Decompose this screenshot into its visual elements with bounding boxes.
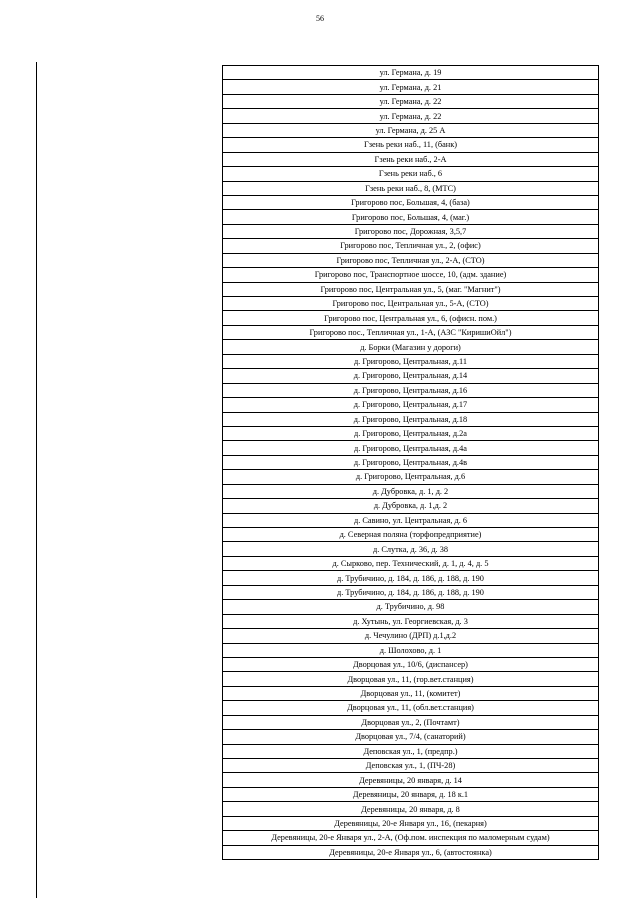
table-row (223, 181, 599, 195)
table-row (223, 354, 599, 368)
table-row (223, 311, 599, 325)
table-row (223, 455, 599, 469)
table-row (223, 94, 599, 108)
table-row (223, 499, 599, 513)
address-cell: Гзень реки наб., 8, (МТС) (223, 181, 599, 195)
table-row (223, 701, 599, 715)
table-row (223, 210, 599, 224)
table-row (223, 268, 599, 282)
address-cell: д. Григорово, Центральная, д.4а (223, 441, 599, 455)
address-cell: д. Трубичино, д. 98 (223, 600, 599, 614)
address-cell: д. Григорово, Центральная, д.6 (223, 470, 599, 484)
address-cell: ул. Германа, д. 21 (223, 80, 599, 94)
table-row (223, 657, 599, 671)
address-cell: Дворцовая ул., 10/6, (диспансер) (223, 657, 599, 671)
address-cell: Григорово пос, Дорожная, 3,5,7 (223, 224, 599, 238)
table-row (223, 412, 599, 426)
address-cell: Деревяницы, 20 января, д. 14 (223, 773, 599, 787)
table-row (223, 195, 599, 209)
address-cell: ул. Германа, д. 22 (223, 94, 599, 108)
table-row (223, 730, 599, 744)
table-row (223, 369, 599, 383)
address-cell: Деревяницы, 20-е Января ул., 16, (пекарня) (223, 816, 599, 830)
address-cell: Гзень реки наб., 2-А (223, 152, 599, 166)
table-row (223, 672, 599, 686)
table-row (223, 629, 599, 643)
address-cell: Деревяницы, 20-е Января ул., 2-А, (Оф.пом. инспекция по маломерным судам) (223, 831, 599, 845)
table-row (223, 152, 599, 166)
table-row (223, 282, 599, 296)
address-cell: д. Сырково, пер. Технический, д. 1, д. 4, д. 5 (223, 556, 599, 570)
table-row (223, 513, 599, 527)
address-cell: д. Борки (Магазин у дороги) (223, 340, 599, 354)
table-row (223, 556, 599, 570)
table-row (223, 470, 599, 484)
address-table (222, 65, 599, 860)
table-row (223, 773, 599, 787)
table-row (223, 614, 599, 628)
address-cell: Григорово пос, Центральная ул., 6, (офисн. пом.) (223, 311, 599, 325)
address-cell: д. Чечулино (ДРП) д.1,д.2 (223, 629, 599, 643)
address-cell: д. Слутка, д. 36, д. 38 (223, 542, 599, 556)
table-row (223, 585, 599, 599)
table-row (223, 542, 599, 556)
address-cell: Григорово пос, Тепличная ул., 2, (офис) (223, 239, 599, 253)
address-cell: Дворцовая ул., 7/4, (санаторий) (223, 730, 599, 744)
address-cell: ул. Германа, д. 19 (223, 66, 599, 80)
address-cell: д. Григорово, Центральная, д.2а (223, 426, 599, 440)
address-cell: Григорово пос, Транспортное шоссе, 10, (адм. здание) (223, 268, 599, 282)
table-row (223, 759, 599, 773)
margin-rule (36, 62, 37, 898)
address-cell: Григорово пос., Тепличная ул., 1-А, (АЗС "КиришиОйл") (223, 325, 599, 339)
table-row (223, 383, 599, 397)
address-cell: ул. Германа, д. 25 А (223, 123, 599, 137)
table-row (223, 600, 599, 614)
address-cell: ул. Германа, д. 22 (223, 109, 599, 123)
table-row (223, 831, 599, 845)
address-cell: д. Григорово, Центральная, д.16 (223, 383, 599, 397)
address-cell: Григорово пос, Центральная ул., 5, (маг. "Магнит") (223, 282, 599, 296)
table-row (223, 224, 599, 238)
table-row (223, 340, 599, 354)
table-row (223, 426, 599, 440)
address-cell: д. Северная поляна (торфопредприятие) (223, 528, 599, 542)
address-cell: д. Савино, ул. Центральная, д. 6 (223, 513, 599, 527)
table-row (223, 297, 599, 311)
address-cell: д. Григорово, Центральная, д.17 (223, 398, 599, 412)
address-cell: Гзень реки наб., 11, (банк) (223, 138, 599, 152)
table-row (223, 441, 599, 455)
address-cell: д. Трубичино, д. 184, д. 186, д. 188, д. 190 (223, 585, 599, 599)
address-cell: Деповская ул., 1, (ПЧ-28) (223, 759, 599, 773)
table-row (223, 253, 599, 267)
address-cell: д. Хутынь, ул. Георгиевская, д. 3 (223, 614, 599, 628)
table-row (223, 66, 599, 80)
table-row (223, 528, 599, 542)
table-row (223, 802, 599, 816)
table-row (223, 484, 599, 498)
address-cell: д. Григорово, Центральная, д.14 (223, 369, 599, 383)
table-row (223, 643, 599, 657)
address-cell: Деревяницы, 20 января, д. 18 к.1 (223, 787, 599, 801)
address-cell: д. Трубичино, д. 184, д. 186, д. 188, д. 190 (223, 571, 599, 585)
address-table-body (223, 66, 599, 860)
address-cell: Григорово пос, Большая, 4, (база) (223, 195, 599, 209)
table-row (223, 109, 599, 123)
table-row (223, 167, 599, 181)
table-row (223, 744, 599, 758)
address-cell: Дворцовая ул., 11, (комитет) (223, 686, 599, 700)
address-cell: Григорово пос, Тепличная ул., 2-А, (СТО) (223, 253, 599, 267)
table-row (223, 325, 599, 339)
address-cell: д. Дубровка, д. 1,д. 2 (223, 499, 599, 513)
table-row (223, 845, 599, 859)
address-cell: Дворцовая ул., 11, (гор.вет.станция) (223, 672, 599, 686)
table-row (223, 571, 599, 585)
address-cell: д. Дубровка, д. 1, д. 2 (223, 484, 599, 498)
address-cell: д. Григорово, Центральная, д.18 (223, 412, 599, 426)
table-row (223, 715, 599, 729)
address-cell: Дворцовая ул., 2, (Почтамт) (223, 715, 599, 729)
address-cell: Дворцовая ул., 11, (обл.вет.станция) (223, 701, 599, 715)
address-cell: Гзень реки наб., 6 (223, 167, 599, 181)
address-cell: Григорово пос, Центральная ул., 5-А, (СТО) (223, 297, 599, 311)
address-cell: Деповская ул., 1, (предпр.) (223, 744, 599, 758)
address-cell: Григорово пос, Большая, 4, (маг.) (223, 210, 599, 224)
table-row (223, 686, 599, 700)
address-cell: д. Григорово, Центральная, д.11 (223, 354, 599, 368)
address-cell: Деревяницы, 20-е Января ул., 6, (автостоянка) (223, 845, 599, 859)
table-row (223, 239, 599, 253)
table-row (223, 398, 599, 412)
address-cell: д. Шолохово, д. 1 (223, 643, 599, 657)
page-number: 56 (316, 14, 324, 23)
table-row (223, 787, 599, 801)
table-row (223, 123, 599, 137)
address-cell: Деревяницы, 20 января, д. 8 (223, 802, 599, 816)
table-row (223, 80, 599, 94)
table-row (223, 816, 599, 830)
address-cell: д. Григорово, Центральная, д.4в (223, 455, 599, 469)
table-row (223, 138, 599, 152)
